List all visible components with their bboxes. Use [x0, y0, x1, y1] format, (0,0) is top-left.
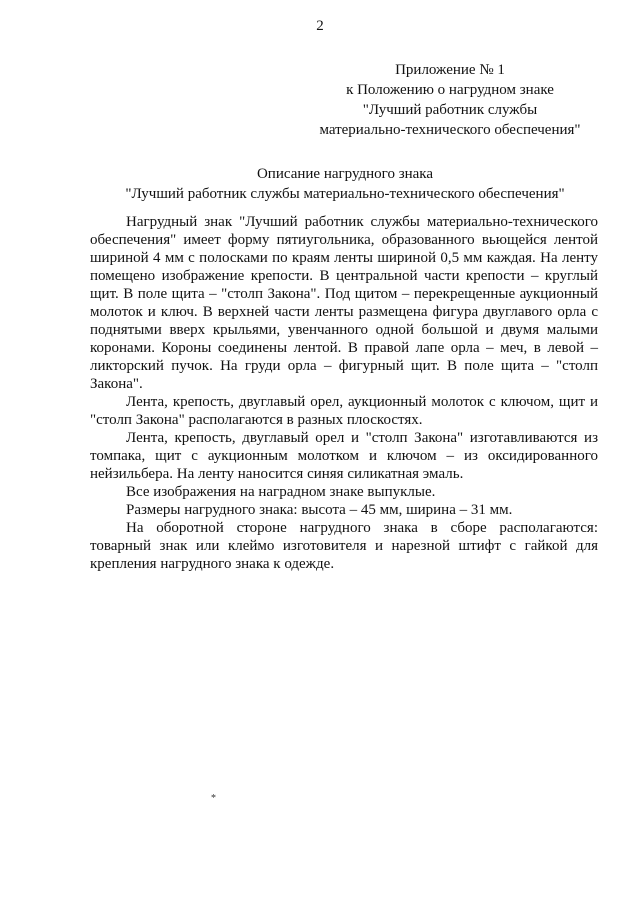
appendix-award-name-line2: материально-технического обеспечения"	[319, 122, 581, 138]
appendix-title: Приложение № 1	[395, 62, 505, 78]
appendix-block	[300, 60, 600, 140]
scan-mark: *	[211, 793, 216, 804]
document-heading	[60, 164, 630, 204]
paragraph-dimensions: Размеры нагрудного знака: высота – 45 мм, ширина – 31 мм.	[126, 502, 513, 518]
paragraph-description: Нагрудный знак "Лучший работник службы материально-технического обеспечения" имеет форму пятиугольника, образованного вьющейся лентой шириной 4 мм с полосками по краям ленты шириной 0,5 мм каждая. На ленту помещено изображение крепости. В центральной части крепости – круглый щит. В поле щита – "столп Закона". Под щитом – перекрещенные аукционный молоток и ключ. В верхней части ленты размещена фигура двуглавого орла с поднятыми вверх крыльями, увенчанного одной большой и двумя малыми коронами. Короны соединены лентой. В правой лапе орла – меч, в левой – ликторский пучок. На груди орла – фигурный щит. В поле щита – "столп Закона".	[90, 214, 598, 392]
heading-award-name: "Лучший работник службы материально-технического обеспечения"	[125, 186, 565, 202]
appendix-reference: к Положению о нагрудном знаке	[346, 82, 554, 98]
paragraph-reverse-side: На оборотной стороне нагрудного знака в сборе располагаются: товарный знак или клеймо изготовителя и нарезной штифт с гайкой для крепления нагрудного знака к одежде.	[90, 520, 598, 572]
appendix-award-name-line1: "Лучший работник службы	[362, 102, 538, 118]
paragraph-planes: Лента, крепость, двуглавый орел, аукционный молоток с ключом, щит и "столп Закона" располагаются в разных плоскостях.	[90, 394, 598, 428]
heading-title: Описание нагрудного знака	[256, 166, 434, 182]
page-number: 2	[316, 18, 324, 34]
document-body	[90, 213, 598, 573]
paragraph-materials: Лента, крепость, двуглавый орел и "столп Закона" изготавливаются из томпака, щит с аукционным молотком и ключом – из оксидированного нейзильбера. На ленту наносится синяя силикатная эмаль.	[90, 430, 598, 482]
paragraph-relief: Все изображения на наградном знаке выпуклые.	[126, 484, 436, 500]
